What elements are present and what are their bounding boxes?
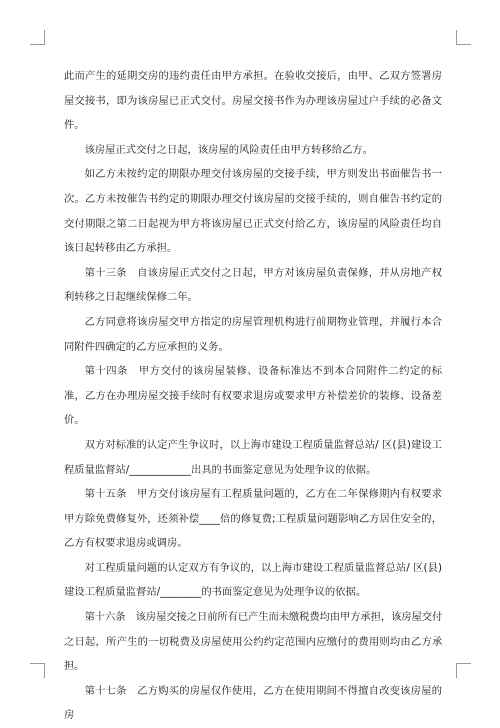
paragraph-property-management: 乙方同意将该房屋交甲方指定的房屋管理机构进行前期物业管理，并履行本合同附件四确定的乙方应承担的义务。 <box>64 315 442 353</box>
crop-mark-bottom-left <box>30 663 45 678</box>
crop-mark-top-left <box>30 30 45 45</box>
article-17: 第十七条 乙方购买的房屋仅作使用，乙方在使用期间不得擅自改变该房屋的房 <box>64 684 442 722</box>
crop-mark-bottom-right <box>456 663 471 678</box>
paragraph-risk-transfer: 该房屋正式交付之日起，该房屋的风险责任由甲方转移给乙方。 <box>84 143 373 156</box>
article-15: 第十五条 甲方交付该房屋有工程质量问题的，乙方在二年保修期内有权要求甲方除免费修复外，还须补偿____倍的修复费;工程质量问题影响乙方居住安全的，乙方有权要求退房或调房。 <box>64 488 442 550</box>
crop-mark-top-right <box>456 30 471 45</box>
paragraph-standard-dispute: 双方对标准的认定产生争议时，以上海市建设工程质量监督总站/ 区(县)建设工程质量监督站/____________出具的书面鉴定意见为处理争议的依据。 <box>64 438 442 476</box>
paragraph-continuation: 此而产生的延期交房的违约责任由甲方承担。在验收交接后，由甲、乙双方签署房屋交接书，即为该房屋已正式交付。房屋交接书作为办理该房屋过户手续的必备文件。 <box>64 70 442 132</box>
article-16: 第十六条 该房屋交接之日前所有已产生而未缴税费均由甲方承担，该房屋交付之日起，所产生的一切税费及房屋使用公约约定范围内应缴付的费用则均由乙方承担。 <box>64 611 442 673</box>
article-14: 第十四条 甲方交付的该房屋装修、设备标准达不到本合同附件二约定的标准，乙方在办理房屋交接手续时有权要求退房或要求甲方补偿差价的装修、设备差价。 <box>64 365 442 427</box>
document-body <box>64 64 442 728</box>
paragraph-handover-notice: 如乙方未按约定的期限办理交付该房屋的交接手续，甲方则发出书面催告书一次。乙方未按催告书约定的期限办理交付该房屋的交接手续的，则自催告书约定的交付期限之第二日起视为甲方将该房屋已正式交付给乙方，该房屋的风险责任均自该日起转移由乙方承担。 <box>64 168 442 255</box>
article-13: 第十三条 自该房屋正式交付之日起，甲方对该房屋负责保修，并从房地产权利转移之日起继续保修二年。 <box>64 266 442 304</box>
paragraph-quality-dispute: 对工程质量问题的认定双方有争议的，以上海市建设工程质量监督总站/ 区(县)建设工程质量监督站/________的书面鉴定意见为处理争议的依据。 <box>64 561 442 599</box>
